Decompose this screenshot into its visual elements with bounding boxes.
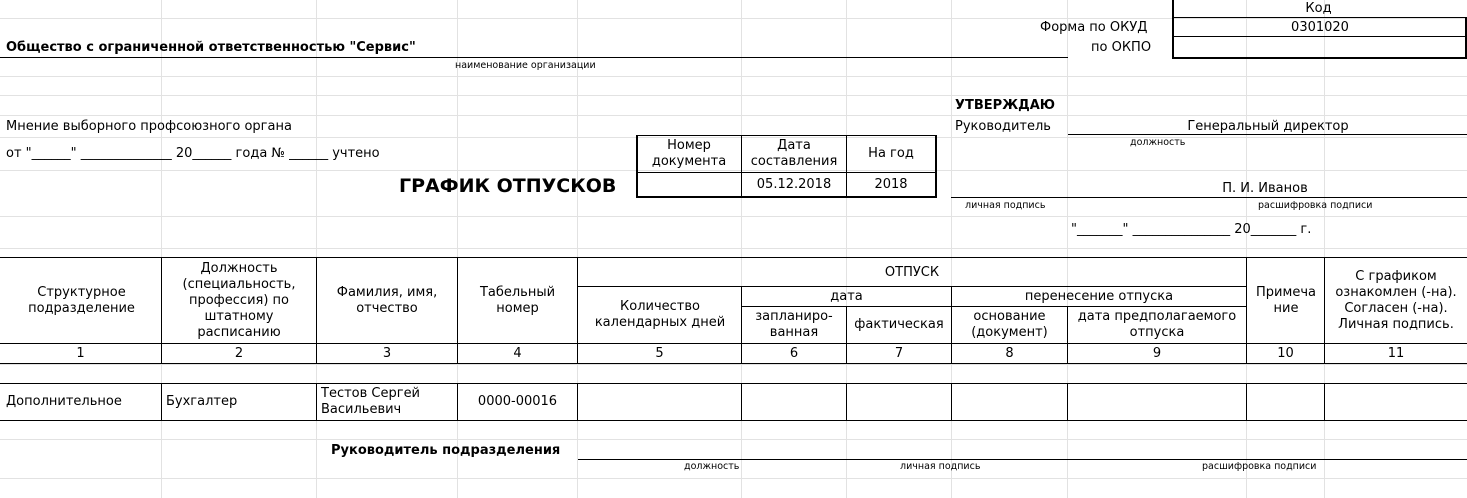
footer-signature-caption: личная подпись [900,461,981,472]
col-actual-header: фактическая [854,317,944,332]
approve-date-line: "_______" _______________ 20_______ г. [1071,222,1312,237]
okpo-label: по ОКПО [1091,40,1152,55]
col-number: 7 [894,345,904,361]
col-number: 4 [513,345,522,361]
approve-decoding-caption: расшифровка подписи [1258,200,1373,211]
cell-tab-number: 0000-00016 [477,394,558,409]
col-structural-header: Структурное подразделение [28,284,135,316]
cell-basis [952,384,1067,420]
col-days-header: Количество календарных дней [594,299,726,330]
approve-name: П. И. Иванов [1222,181,1308,196]
approve-heading: УТВЕРЖДАЮ [955,98,1056,113]
col-expected-header: дата предполагаемого отпуска [1077,309,1237,340]
footer-decoding-caption: расшифровка подписи [1202,461,1317,472]
organization-caption: наименование организации [455,60,596,71]
okud-label: Форма по ОКУД [1040,20,1148,35]
approve-position-caption: должность [1130,137,1186,148]
col-number: 8 [1005,345,1014,361]
code-label: Код [1305,1,1332,16]
cell-ack [1325,384,1467,420]
cell-department: Дополнительное [6,394,122,409]
approve-position: Генеральный директор [1187,119,1349,134]
col-number: 10 [1277,345,1294,361]
col-number: 2 [234,345,244,361]
col-number: 5 [655,345,664,361]
group-date-header: дата [830,289,863,304]
cell-name: Тестов Сергей Васильевич [321,386,421,417]
doc-year-header: На год [868,146,914,161]
doc-number-header: Номер документа [651,138,727,169]
approve-role-label: Руководитель [955,119,1051,134]
cell-actual [847,384,951,420]
group-transfer-header: перенесение отпуска [1024,289,1174,304]
footer-position-caption: должность [684,461,740,472]
col-basis-header: основание (документ) [971,309,1048,340]
col-name-header: Фамилия, имя, отчество [336,284,438,316]
cell-note [1247,384,1324,420]
page-title: ГРАФИК ОТПУСКОВ [399,175,617,197]
footer-head-label: Руководитель подразделения [331,443,561,458]
col-number: 11 [1387,345,1405,361]
union-opinion-line1: Мнение выборного профсоюзного органа [6,119,292,134]
organization-name: Общество с ограниченной ответственностью "Сервис" [6,40,416,55]
col-ack-header: С графиком ознакомлен (-на). Согласен (-на). Личная подпись. [1335,268,1457,332]
col-number: 6 [789,345,799,361]
cell-expected [1068,384,1246,420]
col-number: 9 [1152,345,1162,361]
doc-date-value: 05.12.2018 [756,177,832,192]
col-tab-header: Табельный номер [479,284,556,316]
doc-year-value: 2018 [874,177,908,192]
cell-days [578,384,741,420]
col-number: 3 [382,345,392,361]
col-note-header: Примеча ние [1256,284,1316,316]
approve-signature-caption: личная подпись [965,200,1046,211]
doc-number-value [637,173,741,197]
okud-value: 0301020 [1291,20,1349,35]
doc-date-header: Дата составления [750,138,838,169]
cell-position: Бухгалтер [166,394,238,409]
group-vacation-header: ОТПУСК [884,264,940,280]
col-number: 1 [76,345,85,361]
union-opinion-line2: от "______" ______________ 20______ года № ______ учтено [6,146,380,161]
cell-planned [742,384,846,420]
col-planned-header: запланиро-ванная [755,309,833,340]
col-position-header: Должность (специальность, профессия) по штатному расписанию [182,260,296,340]
